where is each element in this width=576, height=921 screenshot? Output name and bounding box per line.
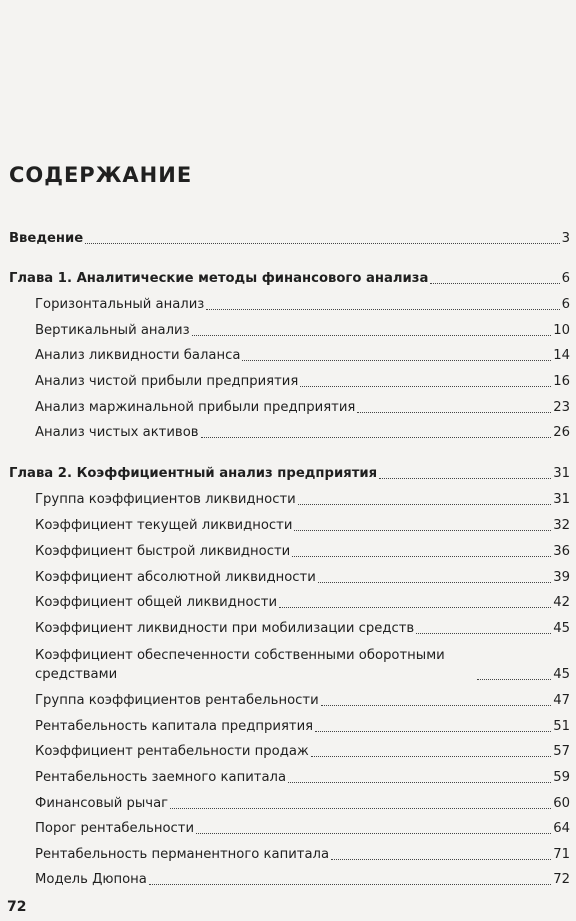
toc-entry-label: Анализ маржинальной прибыли предприятия: [35, 400, 356, 415]
toc-entry-label: Рентабельность заемного капитала: [35, 770, 287, 785]
toc-entry: [35, 322, 570, 340]
dot-leader: [292, 556, 551, 557]
toc-entry: [9, 465, 570, 483]
toc-entry: [35, 769, 570, 787]
toc-entry-label: Коэффициент ликвидности при мобилизации средств: [35, 621, 415, 636]
toc-entry-page: 26: [553, 425, 570, 440]
toc-entry-page: 23: [553, 400, 570, 415]
page-title: СОДЕРЖАНИЕ: [9, 163, 193, 187]
dot-leader: [206, 309, 559, 310]
toc-entry-page: 16: [553, 374, 570, 389]
toc-entry-page: 60: [553, 796, 570, 811]
dot-leader: [311, 756, 551, 757]
toc-entry-page: 51: [553, 719, 570, 734]
toc-entry-label: Финансовый рычаг: [35, 796, 169, 811]
toc-entry: [35, 491, 570, 509]
toc-entry: [35, 692, 570, 710]
dot-leader: [318, 582, 551, 583]
page-number: 72: [7, 899, 27, 915]
toc-entry-label: Коэффициент общей ликвидности: [35, 595, 278, 610]
toc-entry-page: 32: [553, 518, 570, 533]
toc-entry-label: Рентабельность перманентного капитала: [35, 847, 330, 862]
toc-entry-label: Анализ чистой прибыли предприятия: [35, 374, 299, 389]
toc-entry: [9, 230, 570, 248]
dot-leader: [315, 731, 551, 732]
toc-entry-page: 31: [553, 492, 570, 507]
toc-entry-page: 14: [553, 348, 570, 363]
toc-entry-label: Анализ чистых активов: [35, 425, 199, 440]
toc-entry: [35, 820, 570, 838]
toc-entry: [35, 620, 570, 638]
toc-entry-page: 42: [553, 595, 570, 610]
dot-leader: [298, 504, 551, 505]
toc-entry-page: 36: [553, 544, 570, 559]
dot-leader: [242, 360, 551, 361]
dot-leader: [149, 884, 551, 885]
dot-leader: [170, 808, 551, 809]
toc-entry: [35, 373, 570, 391]
dot-leader: [192, 335, 552, 336]
toc-entry-label: Коэффициент текущей ликвидности: [35, 518, 293, 533]
toc-entry-page: 6: [561, 271, 570, 286]
toc-entry-page: 71: [553, 847, 570, 862]
toc-entry: [35, 517, 570, 535]
toc-entry-page: 3: [561, 231, 570, 246]
toc-entry-page: 45: [553, 621, 570, 636]
dot-leader: [201, 437, 552, 438]
toc-entry-page: 10: [553, 323, 570, 338]
toc-entry-label: Вертикальный анализ: [35, 323, 190, 338]
dot-leader: [85, 243, 559, 244]
toc-entry: [35, 718, 570, 736]
dot-leader: [416, 633, 551, 634]
toc-entry-label: Горизонтальный анализ: [35, 297, 205, 312]
toc-entry: [35, 646, 570, 684]
toc-entry-page: 47: [553, 693, 570, 708]
toc-entry: [35, 871, 570, 889]
toc-entry: [35, 846, 570, 864]
toc-entry-label: Коэффициент быстрой ликвидности: [35, 544, 291, 559]
toc-entry-page: 6: [561, 297, 570, 312]
dot-leader: [331, 859, 551, 860]
toc-entry: [35, 543, 570, 561]
toc-entry: [35, 296, 570, 314]
toc-entry: [35, 594, 570, 612]
dot-leader: [288, 782, 551, 783]
toc-entry-label: Глава 1. Аналитические методы финансового анализа: [9, 271, 429, 286]
toc-entry: [35, 347, 570, 365]
toc-entry-label: Коэффициент абсолютной ликвидности: [35, 570, 316, 585]
toc-entry-label: Глава 2. Коэффициентный анализ предприятия: [9, 466, 378, 481]
toc-entry-page: 31: [553, 466, 570, 481]
toc-entry: [35, 424, 570, 442]
toc-entry: [35, 795, 570, 813]
toc-entry: [35, 569, 570, 587]
toc-entry: [35, 399, 570, 417]
toc-entry: [35, 743, 570, 761]
dot-leader: [379, 478, 551, 479]
toc-entry-label: Порог рентабельности: [35, 821, 195, 836]
dot-leader: [196, 833, 551, 834]
toc-entry-page: 45: [553, 667, 570, 682]
toc-entry-label: Группа коэффициентов ликвидности: [35, 492, 296, 507]
toc-entry-label: Группа коэффициентов рентабельности: [35, 693, 319, 708]
dot-leader: [477, 679, 551, 680]
dot-leader: [279, 607, 551, 608]
toc-entry-page: 64: [553, 821, 570, 836]
toc-entry-label: Коэффициент рентабельности продаж: [35, 744, 309, 759]
toc-entry-label: Модель Дюпона: [35, 872, 147, 887]
dot-leader: [294, 530, 551, 531]
dot-leader: [321, 705, 552, 706]
toc-entry-page: 59: [553, 770, 570, 785]
toc-entry-page: 72: [553, 872, 570, 887]
toc-entry-page: 39: [553, 570, 570, 585]
dot-leader: [357, 412, 551, 413]
toc-entry-page: 57: [553, 744, 570, 759]
toc-entry: [9, 270, 570, 288]
toc-entry-label: Рентабельность капитала предприятия: [35, 719, 314, 734]
toc-entry-label: Анализ ликвидности баланса: [35, 348, 241, 363]
dot-leader: [300, 386, 551, 387]
toc-entry-label: Введение: [9, 231, 84, 246]
toc-entry-label: Коэффициент обеспеченности собственными оборотными средствами: [35, 648, 445, 682]
dot-leader: [430, 283, 559, 284]
